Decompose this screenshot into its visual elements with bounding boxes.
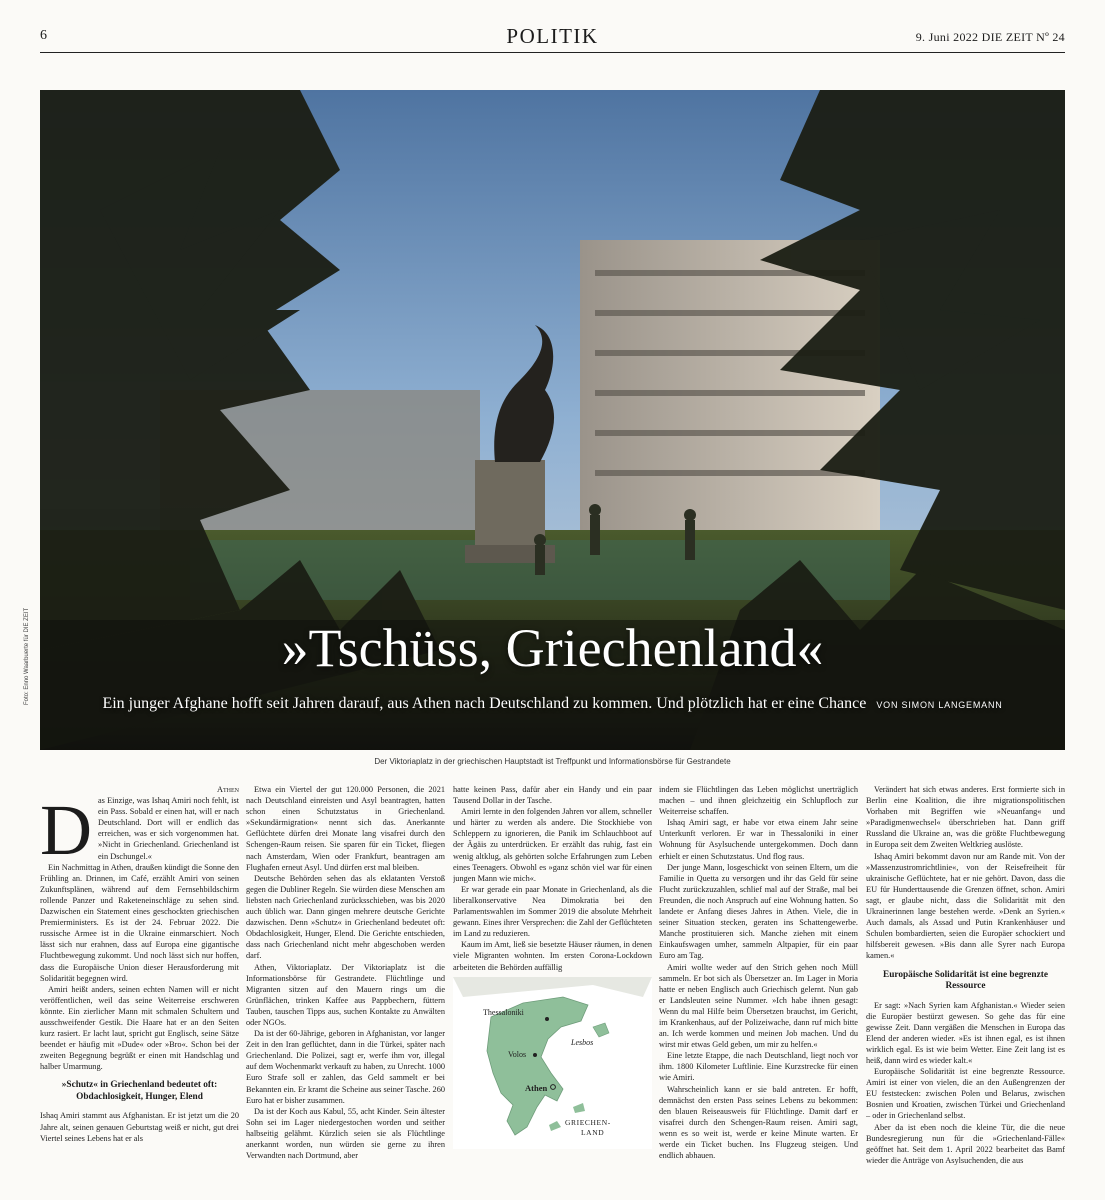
- photo-credit: Foto: Enno Waarbuerte für DIE ZEIT: [24, 607, 30, 705]
- subheading: Europäische Solidarität ist eine begrenzte Ressource: [883, 969, 1048, 991]
- paragraph: Etwa ein Viertel der gut 120.000 Personen, die 2021 nach Deutschland einreisten und Asyl beantragten, hatten schon einen Schutzstatus in Griechenland. »Sekundärmigration« nennt sich das. Anerkannte Geflüchtete dürfen drei Monate lang visafrei durch den Schengen-Raum reisen. Sie sparen für ein Ticket, fliegen nach Amsterdam, Wien oder Frankfurt, beantragen am Flughafen erneut Asyl. Und dürfen erst mal bleiben.: [246, 785, 445, 872]
- paragraph: Deutsche Behörden sehen das als eklatanten Verstoß gegen die Dubliner Regeln. Sie würden diese Menschen am liebsten nach Griechenland zurücksschieben, was bis 2020 auch üblich war. Dann gingen mehrere deutsche Gerichte dazwischen. Denn »Schutz« in Griechenland bedeutet oft: Obdachlosigkeit, Hunger, Elend. Die Gerichte entschieden, dass nach Griechenland nicht mehr abgeschoben werden darf.: [246, 873, 445, 961]
- map-label-country-line1: GRIECHEN-: [565, 1117, 611, 1127]
- paragraph: Eine letzte Etappe, die nach Deutschland, liegt noch vor ihm. 1800 Kilometer Luftlinie. Eine Kurzstrecke für einen wie Amiri.: [659, 1051, 858, 1083]
- paragraph: Der junge Mann, losgeschickt von seinen Eltern, um die Familie in Quetta zu versorgen und ihr das Geld für seine Flucht zurückzuzahlen, schlief mal auf der Straße, mal bei Freunden, die noch Anspruch auf eine Wohnung hatten. So landete er Anfang dieses Jahres in Athen. Viele, die in seiner Situation stecken, geraten ins Schattengewerbe. Manche prostituieren sich. Manche ziehen mit einem Einkaufswagen umher, sammeln Altpapier, für ein paar Euro am Tag.: [659, 862, 858, 961]
- paragraph: Amiri wollte weder auf den Strich gehen noch Müll sammeln. Er bot sich als Übersetzer an. Im Lager in Moria hatte er neben Englisch auch Griechisch gelernt. Nun gab er Landsleuten seine Nummer. »Ich habe ihnen gesagt: Wenn du mal Hilfe beim Übersetzen brauchst, im Gericht, im Krankenhaus, auf der Polizeiwache, dann ruf mich bitte an. Ich werde kommen und meinen Job machen. Und du wirst mir etwas Geld geben, um mir zu helfen.«: [659, 962, 858, 1050]
- column-1: [40, 784, 239, 1200]
- map-label-athen: Athen: [525, 1082, 548, 1093]
- standfirst-text: Ein junger Afghane hofft seit Jahren darauf, aus Athen nach Deutschland zu kommen. Und plötzlich hat er eine Chance: [102, 695, 867, 712]
- paragraph: Er sagt: »Nach Syrien kam Afghanistan.« Wieder seien die Europäer bestürzt gewesen. So gehe das für eine gewisse Zeit. Dann vergäßen die Menschen in Europa das Elend der anderen wieder. »Es ist ihnen egal, es ist ihnen wirklich egal. Es ist wie beim Wetter. Eine Zeit lang ist es heiß, dann wird es wieder kalt.«: [866, 1000, 1065, 1065]
- map-graphic: [453, 977, 652, 1149]
- paragraph: Er war gerade ein paar Monate in Griechenland, als die liberalkonservative Nea Dimokratia bei den Parlamentswahlen im Sommer 2019 die absolute Mehrheit gewann. Eines ihrer Versprechen: die Zahl der Geflüchteten im Land zu reduzieren.: [453, 884, 652, 939]
- article-standfirst: [40, 695, 1065, 713]
- issue-date: 9. Juni 2022 DIE ZEIT Nº 24: [915, 30, 1065, 44]
- column-3: [453, 784, 652, 1200]
- paragraph: Ishaq Amiri sagt, er habe vor etwa einem Jahr seine Unterkunft verloren. Er war in Thessaloniki in einer Wohnung für Asylsuchende untergekommen. Doch dann erhielt er einen Schutzstatus. Und flog raus.: [659, 818, 858, 861]
- dateline: Athen: [217, 785, 239, 794]
- paragraph: Wahrscheinlich kann er sie bald antreten. Er hofft, demnächst den ersten Pass seines Lebens zu bekommen: den blauen Reiseausweis für Flüchtlinge. Damit darf er visafrei durch den Schengen-Raum reisen. Amiri sagt, wenn es so weit ist, werde er keine Minute warten. Er werde ein Ticket buchen. Ins Flugzeug steigen. Und endlich abhauen.: [659, 1084, 858, 1161]
- photo-caption: Der Viktoriaplatz in der griechischen Hauptstadt ist Treffpunkt und Informationsbörse für Gestrandete: [374, 757, 731, 766]
- paragraph: Kaum im Amt, ließ sie besetzte Häuser räumen, in denen viele Migranten wohnten. Im ersten Corona-Lockdown arbeiteten die Behörden auffällig: [453, 940, 652, 972]
- subheading: »Schutz« in Griechenland bedeutet oft: Obdachlosigkeit, Hunger, Elend: [61, 1080, 218, 1102]
- section-title: POLITIK: [506, 24, 599, 48]
- column-5: [866, 784, 1065, 1200]
- paragraph: Athen, Viktoriaplatz. Der Viktoriaplatz ist die Informationsbörse für Gestrandete. Flüchtlinge und Migranten sitzen auf den Mauern rings um die Grünflächen, trinken Kaffee aus Pappbechern, füttern Tauben, tauschen Tipps aus, suchen Kontakte zu Anwälten oder NGOs.: [246, 962, 445, 1027]
- drop-cap: D: [40, 790, 92, 871]
- column-2: [246, 784, 445, 1200]
- greece-map: [453, 977, 652, 1149]
- map-label-country-line2: LAND: [581, 1127, 605, 1137]
- map-label-thessaloniki: Thessaloniki: [483, 1007, 524, 1017]
- paragraph: Europäische Solidarität ist eine begrenzte Ressource. Amiri ist einer von vielen, die an den Außengrenzen der EU feststecken: zwischen Polen und Belarus, zwischen Bosnien und Kroatien, zwischen Türkei und Griechenland – oder in Griechenland selbst.: [866, 1067, 1065, 1121]
- paragraph: Ein Nachmittag in Athen, draußen kündigt die Sonne den Frühling an. Drinnen, im Café, erzählt Amiri von seinen Zukunftsplänen, während auf dem Fernsehbildschirm rollende Panzer und Raketeneinschläge zu sehen sind. Dazwischen ein Statement eines geschockten griechischen Premierministers. Es ist der 24. Februar 2022. Die russische Armee ist in die Ukraine einmarschiert. Noch lässt sich nur erahnen, dass auf Europa eine gigantische Fluchtbewegung zukommt. Und noch lässt sich nur hoffen, dass die Europäische Union dieser Herausforderung mit Solidarität begegnen wird.: [40, 862, 239, 983]
- masthead: [40, 24, 1065, 52]
- article-body: [40, 784, 1065, 1200]
- byline: VON SIMON LANGEMANN: [876, 700, 1003, 710]
- masthead-rule: [40, 52, 1065, 53]
- paragraph: Ishaq Amiri stammt aus Afghanistan. Er ist jetzt um die 20 Jahre alt, seinen genauen Geburtstag weiß er nicht, gut drei Viertel seines Lebens hat er als: [40, 1111, 239, 1143]
- page-number: 6: [40, 28, 47, 43]
- article-headline: »Tschüss, Griechenland«: [281, 618, 824, 678]
- paragraph: Amiri heißt anders, seinen echten Namen will er nicht veröffentlichen, weil das seine Weiterreise erschweren könnte. Ein zierlicher Mann mit schmalen Schultern und ausschweifender Gestik. Die Haare hat er an den Seiten kurz rasiert. Er lacht laut, spricht gut Englisch, seine Sätze beendet er häufig mit »Dude« oder »Bro«. Schon bei der zweiten Begegnung begrüßt er einen mit Handschlag und halber Umarmung.: [40, 984, 239, 1072]
- paragraph: indem sie Flüchtlingen das Leben möglichst unerträglich machen – und ihnen gleichzeitig ein Schlupfloch zur Weiterreise schaffen.: [659, 785, 858, 817]
- paragraph: Aber da ist eben noch die kleine Tür, die die neue Bundesregierung nun für die »Griechenland-Fälle« geöffnet hat. Seit dem 1. April 2022 bearbeitet das Bamf wieder die Anträge von Asylsuchenden, die aus: [866, 1122, 1065, 1165]
- paragraph: Da ist der Koch aus Kabul, 55, acht Kinder. Sein ältester Sohn sei im Lager niedergestochen worden und seither halbseitig gelähmt. Kürzlich seien sie als Flüchtlinge anerkannt worden, nun würden sie gerne zu ihren Verwandten nach Dortmund, aber: [246, 1106, 445, 1161]
- paragraph: Da ist der 60-Jährige, geboren in Afghanistan, vor langer Zeit in den Iran geflüchtet, dann in die Türkei, später nach Griechenland. Die Polizei, sagt er, werfe ihm vor, illegal auf dem Wochenmarkt verkauft zu haben, zu Unrecht. 1000 Euro Strafe soll er zahlen, das Geld sammelt er bei Bekannten ein. Er kramt die Scheine aus seiner Tasche. 260 Euro hat er bisher zusammen.: [246, 1029, 445, 1105]
- column-4: [659, 784, 858, 1200]
- map-label-lesbos: Lesbos: [571, 1037, 594, 1047]
- paragraph: Ishaq Amiri bekommt davon nur am Rande mit. Von der »Massenzustromrichtlinie«, von der Reisefreiheit für ukrainische Geflüchtete, hat er nie gehört. Davon, dass die EU für Hunderttausende die Grenzen öffnet, schon. Amiri sagt, er glaube nicht, dass die Solidarität mit den Ukrainerinnen lange bestehen werde. »Denk an Syrien.« Auch damals, als Assad und Putin Krankenhäuser und Schulen bombardierten, seien die Europäer schockiert und hilfsbereit gewesen. »Bis dann alle Syrer nach Europa kamen.«: [866, 851, 1065, 961]
- paragraph: as Einzige, was Ishaq Amiri noch fehlt, ist ein Pass. Sobald er einen hat, will er nach Deutschland. Dort will er endlich das erreichen, was er sich vorgenommen hat. »Nicht in Griechenland. Griechenland ist ein Dschungel.«: [98, 796, 239, 861]
- paragraph: hatte keinen Pass, dafür aber ein Handy und ein paar Tausend Dollar in der Tasche.: [453, 785, 652, 806]
- paragraph: Verändert hat sich etwas anderes. Erst formierte sich in Berlin eine Koalition, die ihre migrationspolitischen Vorhaben mit Begriffen wie »Neuanfang« und »Paradigmenwechsel« überschrieben hat. Dann griff Russland die Ukraine an, was die größte Fluchtbewegung in Europa seit dem Zweiten Weltkrieg auslöste.: [866, 785, 1065, 850]
- map-label-volos: Volos: [508, 1049, 527, 1059]
- paragraph: Amiri lernte in den folgenden Jahren vor allem, schneller und härter zu werden als andere. Die Stockhiebe von Schleppern zu ignorieren, die Panik im Schlauchboot auf der Ägäis zu unterdrücken. Er erzählt das ruhig, fast ein wenig altklug, als gehörten solche Erfahrungen zum Leben eines Teenagers. Obwohl es »ganz schön viel war für einen jungen Mann wie mich«.: [453, 807, 652, 883]
